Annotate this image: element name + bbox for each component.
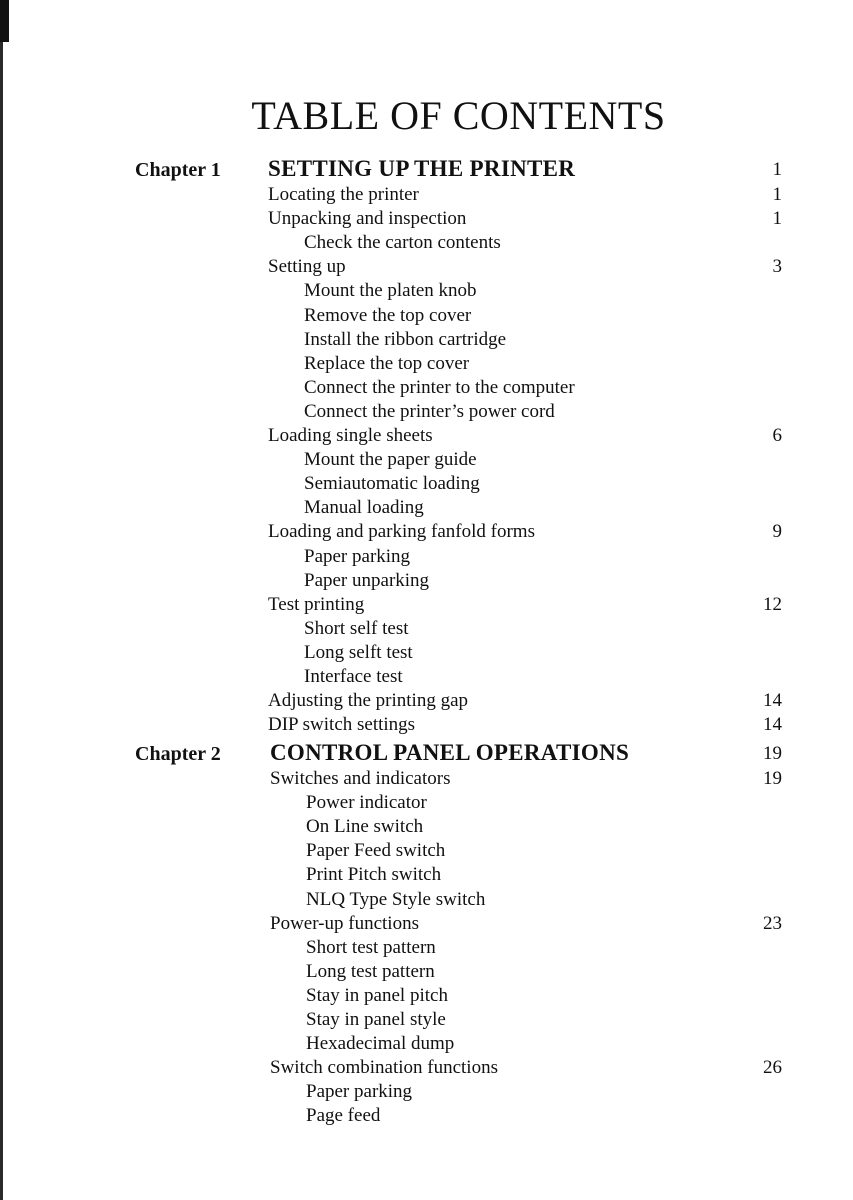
toc-page-number: 23 — [763, 912, 782, 934]
toc-subsection: Long test pattern — [306, 960, 435, 982]
toc-subsection: Install the ribbon cartridge — [304, 328, 507, 350]
toc-subsection: Remove the top cover — [304, 304, 472, 326]
chapter-label: Chapter 1 — [135, 159, 221, 181]
toc-subsection: Connect the printer’s power cord — [304, 400, 555, 422]
toc-subsection: Stay in panel style — [306, 1009, 446, 1030]
toc-section: Power-up functions — [270, 912, 419, 934]
toc-subsection: Page feed — [306, 1105, 381, 1127]
toc-section: Loading single sheets — [268, 425, 433, 446]
toc-subsection: Short test pattern — [306, 936, 436, 958]
toc-section: Test printing — [268, 593, 365, 615]
toc-page-number: 6 — [772, 425, 782, 446]
toc-page-number: 14 — [763, 714, 782, 736]
toc-section: Adjusting the printing gap — [268, 690, 469, 712]
toc-subsection: Connect the printer to the computer — [304, 376, 575, 398]
toc-subsection: Hexadecimal dump — [306, 1033, 455, 1055]
chapter-heading: SETTING UP THE PRINTER — [268, 156, 576, 181]
toc-subsection: Paper parking — [306, 1081, 413, 1103]
toc-section: Setting up — [268, 256, 346, 278]
toc-section: Switch combination functions — [270, 1057, 498, 1079]
toc-subsection: Print Pitch switch — [306, 864, 442, 886]
toc-subsection: Paper Feed switch — [306, 840, 446, 862]
toc-section: DIP switch settings — [268, 714, 416, 736]
toc-subsection: Manual loading — [304, 497, 424, 519]
toc-subsection: Mount the paper guide — [304, 449, 477, 471]
toc-section: Locating the printer — [268, 184, 419, 205]
toc-subsection: Semiautomatic loading — [304, 473, 480, 495]
toc-page-number: 14 — [763, 690, 782, 712]
toc-section: Loading and parking fanfold forms — [268, 521, 535, 543]
toc-page-number: 26 — [763, 1057, 782, 1079]
page-title: TABLE OF CONTENTS — [251, 93, 666, 138]
toc-page-number: 1 — [772, 184, 782, 205]
toc-section: Unpacking and inspection — [268, 208, 467, 230]
toc-subsection: NLQ Type Style switch — [306, 888, 486, 910]
chapter-page-number: 19 — [763, 743, 782, 764]
toc-subsection: Interface test — [304, 666, 403, 687]
toc-section: Switches and indicators — [270, 768, 451, 789]
toc-page-number: 9 — [772, 521, 782, 543]
toc-subsection: Paper parking — [304, 545, 411, 567]
toc-subsection: Check the carton contents — [304, 232, 501, 254]
toc-subsection: Mount the platen knob — [304, 280, 477, 302]
toc-subsection: Replace the top cover — [304, 352, 470, 374]
toc-subsection: On Line switch — [306, 816, 424, 838]
toc-page-number: 12 — [763, 593, 782, 615]
toc-subsection: Stay in panel pitch — [306, 984, 448, 1006]
toc-subsection: Long selft test — [304, 641, 413, 663]
toc-subsection: Power indicator — [306, 792, 427, 814]
toc-subsection: Short self test — [304, 617, 409, 639]
toc-page-number: 3 — [772, 256, 782, 278]
chapter-heading: CONTROL PANEL OPERATIONS — [270, 740, 630, 765]
chapter-label: Chapter 2 — [135, 743, 221, 765]
toc-page-number: 19 — [763, 768, 782, 789]
toc-subsection: Paper unparking — [304, 569, 430, 591]
toc-page-number: 1 — [772, 208, 782, 230]
chapter-page-number: 1 — [772, 159, 782, 180]
